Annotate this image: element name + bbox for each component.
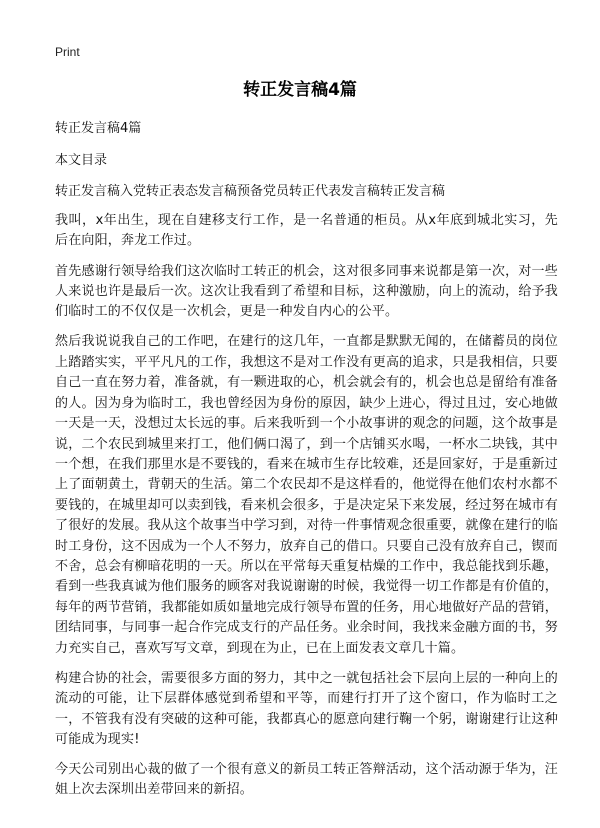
document-subtitle: 转正发言稿4篇 xyxy=(55,121,142,136)
toc-line: 转正发言稿入党转正表态发言稿预备党员转正代表发言稿转正发言稿 xyxy=(55,184,446,199)
document-body xyxy=(55,119,558,811)
paragraph-intro: 我叫，x年出生，现在自建移支行工作，是一名普通的柜员。从x年底到城北实习，先后在向阳，奔龙工作过。 xyxy=(55,213,558,249)
paragraph-today: 今天公司别出心裁的做了一个很有意义的新员工转正答辩活动，这个活动源于华为，汪姐上次去深圳出差带回来的新招。 xyxy=(55,762,558,798)
paragraph-society: 构建合协的社会，需要很多方面的努力，其中之一就包括社会下层向上层的一种向上的流动的可能，让下层群体感觉到希望和平等，而建行打开了这个窗口，作为临时工之一，不管我有没有突破的这种可能，我都真心的愿意向建行鞠一个躬，谢谢建行让这种可能成为现实! xyxy=(55,670,558,747)
paragraph-thanks: 首先感谢行领导给我们这次临时工转正的机会，这对很多同事来说都是第一次，对一些人来说也许是最后一次。这次让我看到了希望和目标，这种激励，向上的流动，给予我们临时工的不仅仅是一次机会，更是一种发自内心的公平。 xyxy=(55,263,558,320)
print-link[interactable]: Print xyxy=(55,45,80,59)
toc-label: 本文目录 xyxy=(55,153,108,168)
document-title: 转正发言稿4篇 xyxy=(243,80,357,100)
paragraph-work: 然后我说说我自己的工作吧，在建行的这几年，一直都是默默无闻的，在储蓄员的岗位上踏踏实实，平平凡凡的工作，我想这不是对工作没有更高的追求，只是我相信，只要自己一直在努力着，准备就，有一颗进取的心，机会就会有的，机会也总是留给有准备的人。因为身为临时工，我也曾经因为身份的原因，缺少上进心，得过且过，安心地做一天是一天，没想过太长远的事。后来我听到一个小故事讲的观念的问题，这个故事是说，二个农民到城里来打工，他们俩口渴了，到一个店铺买水喝，一杯水二块钱，其中一个想，在我们那里水是不要钱的，看来在城市生存比较难，还是回家好，于是重新过上了面朝黄土，背朝天的生活。第二个农民却不是这样看的，他觉得在他们农村水都不要钱的，在城里却可以卖到钱，看来机会很多，于是决定呆下来发展，经过努在城市有了很好的发展。我从这个故事当中学习到，对待一件事情观念很重要，就像在建行的临时工身份，这不因成为一个人不努力，放弃自己的借口。只要自己没有放弃自己，锲而不舍，总会有柳暗花明的一天。所以在平常每天重复枯燥的工作中，我总能找到乐趣，看到一些我真诚为他们服务的顾客对我说谢谢的时候，我觉得一切工作都是有价值的，每年的两节营销，我都能如质如量地完成行领导布置的任务，用心地做好产品的营销，团结同事，与同事一起合作完成支行的产品任务。业余时间，我找来金融方面的书，努力充实自己，喜欢写写文章，到现在为止，已在上面发表文章几十篇。 xyxy=(55,334,558,656)
